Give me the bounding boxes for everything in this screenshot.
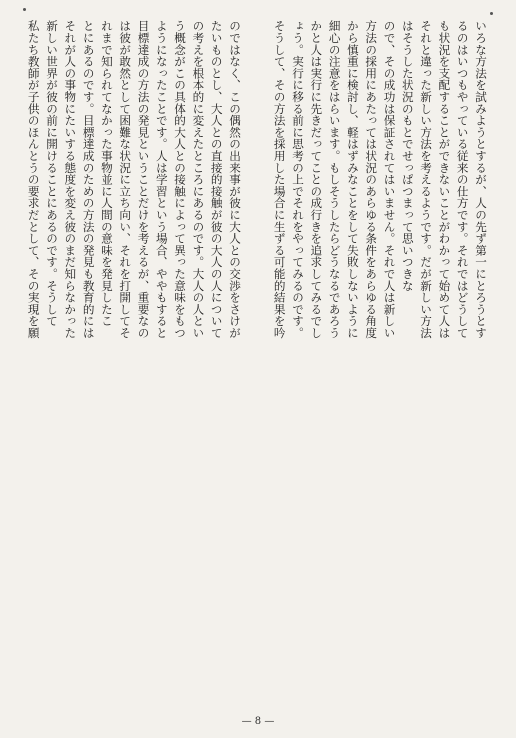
text-line: それと違った新しい方法を考えるようです。だが新しい方法	[419, 20, 434, 339]
right-text-column	[268, 20, 490, 698]
text-line: ので、その成功は保証されてはいません。それで人は新しい	[382, 20, 397, 339]
text-line: のではなく、この偶然の出来事が彼に大人との交渉をさけが	[228, 20, 242, 339]
text-line: も状況を支配することができないことがわかって始めて人は	[437, 20, 452, 339]
text-line: は彼が敢然として困難な状況に立ち向い、それを打開してそ	[118, 20, 133, 339]
text-line: 新しい世界が彼の前に開けることにあるのです。そうして	[45, 20, 60, 327]
text-line: 細心の注意をはらいます。もしそうしたらどうなるであろう	[327, 20, 342, 339]
text-line: それが人の事物にたいする態度を変え彼のまだ知らなかった	[63, 20, 78, 339]
text-line: そうして、その方法を採用した場合に生ずる可能的結果を吟	[272, 20, 287, 339]
speck-mark	[23, 8, 26, 11]
text-line: う概念がこの具体的大人との接触によって異った意味をもつ	[173, 20, 188, 339]
text-line: かと人は実行に先きだってことの成行きを追求してみるでし	[309, 20, 324, 339]
speck-mark	[490, 12, 493, 15]
text-line: いろな方法を試みようとするが、人の先ず第一にとろうとす	[474, 20, 488, 339]
text-line: ようになったことです。人は学習という場合、ややもすると	[154, 20, 169, 339]
text-line: はそうした状況のもとでせっぱつまって思いつきな	[400, 20, 415, 292]
text-line: の考えを根本的に変えたところにあるのです。大人の人とい	[191, 20, 206, 339]
page-number: — 8 —	[241, 716, 275, 727]
text-line: たいものとし、大人との直接的接触が彼の大人の人について	[209, 20, 224, 339]
text-line: れまで知られてなかった事物並に人間の意味を発見したこ	[99, 20, 114, 327]
left-text-column	[22, 20, 244, 698]
text-line: とにあるのです。目標達成のための方法の発見も教育的には	[81, 20, 96, 339]
text-line: ょう。実行に移る前に思考の上でそれをやってみるのです。	[291, 20, 306, 339]
text-line: 方法の採用にあたっては状況のあらゆる条件をあらゆる角度	[364, 20, 379, 339]
text-line: 目標達成の方法の発見ということだけを考えるが、重要なの	[136, 20, 151, 339]
text-line: 私たち教師が子供のほんとうの要求だとして、その実現を願	[26, 20, 41, 339]
text-line: から慎重に検討し、軽はずみなことをして失敗しないように	[345, 20, 360, 339]
text-line: るのはいつもやっている従来の仕方です。それではどうして	[455, 20, 470, 339]
